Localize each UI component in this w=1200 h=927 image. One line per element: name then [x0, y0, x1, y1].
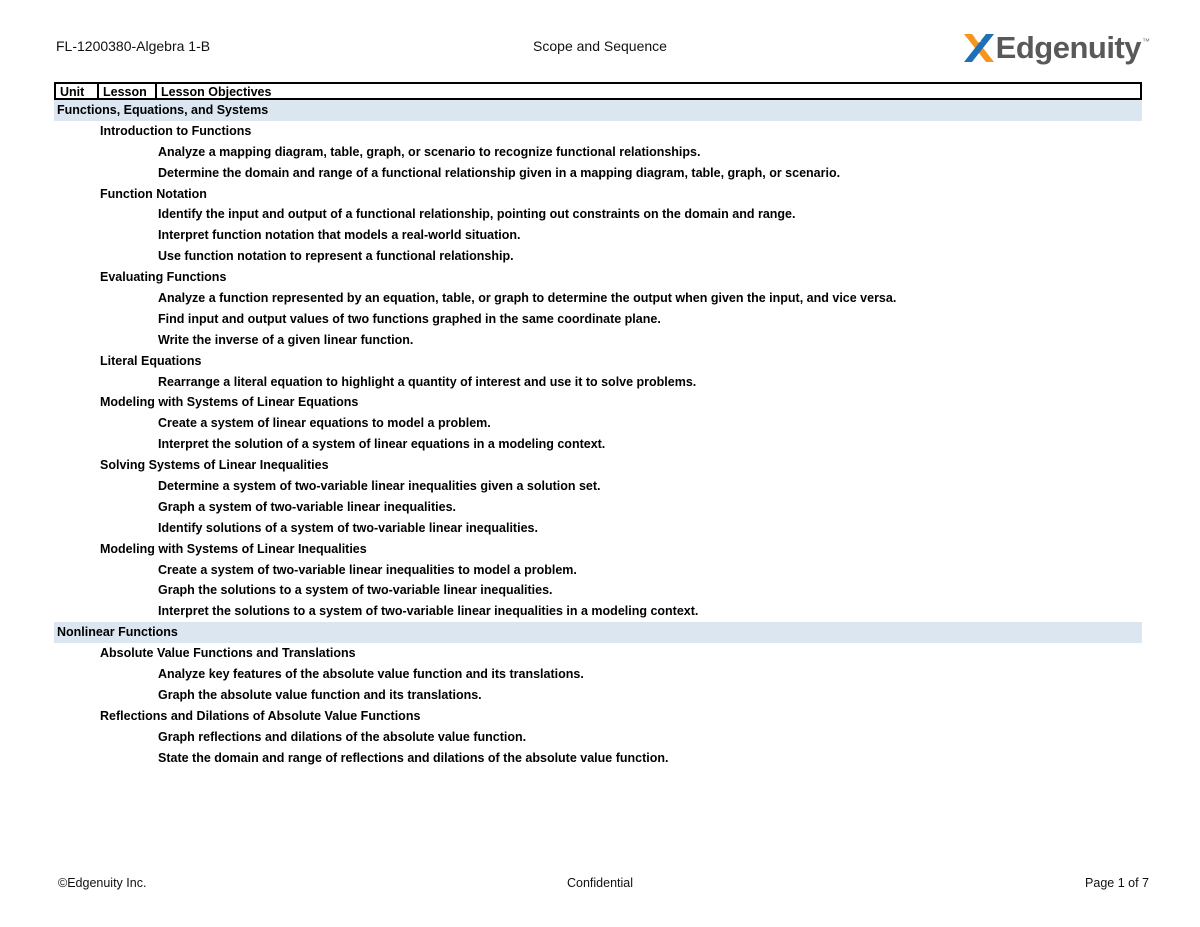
table-body: [54, 100, 1142, 769]
objective-row: State the domain and range of reflections and dilations of the absolute value function.: [158, 750, 669, 765]
scope-sequence-table: [54, 82, 1142, 769]
objective-row: Interpret the solution of a system of linear equations in a modeling context.: [158, 437, 606, 452]
edgenuity-x-icon: [962, 32, 996, 64]
course-code: FL-1200380-Algebra 1-B: [56, 38, 211, 54]
objective-row: Analyze a function represented by an equation, table, or graph to determine the output when given the input, and vice versa.: [158, 291, 897, 306]
column-header-unit: Unit: [56, 84, 99, 98]
lesson-row: Solving Systems of Linear Inequalities: [100, 458, 329, 473]
column-header-lesson: Lesson: [99, 84, 157, 98]
footer-copyright: ©Edgenuity Inc.: [58, 876, 147, 890]
objective-row: Write the inverse of a given linear function.: [158, 332, 414, 347]
document-title: Scope and Sequence: [533, 38, 667, 54]
unit-row: Functions, Equations, and Systems: [54, 100, 1142, 121]
lesson-row: Modeling with Systems of Linear Inequalities: [100, 541, 367, 556]
logo-wordmark: Edgenuity: [995, 30, 1141, 65]
objective-row: Create a system of two-variable linear inequalities to model a problem.: [158, 562, 577, 577]
objective-row: Identify the input and output of a functional relationship, pointing out constraints on the domain and range.: [158, 207, 796, 222]
objective-row: Determine the domain and range of a functional relationship given in a mapping diagram, table, graph, or scenario.: [158, 165, 841, 180]
column-header-objectives: Lesson Objectives: [161, 85, 272, 99]
lesson-row: Modeling with Systems of Linear Equations: [100, 395, 359, 410]
lesson-row: Literal Equations: [100, 353, 202, 368]
trademark-mark: ™: [1142, 37, 1150, 46]
objective-row: Graph a system of two-variable linear inequalities.: [158, 499, 457, 514]
objective-row: Identify solutions of a system of two-variable linear inequalities.: [158, 520, 538, 535]
footer-confidential: Confidential: [566, 876, 633, 890]
lesson-row: Reflections and Dilations of Absolute Value Functions: [100, 708, 421, 723]
edgenuity-logo: [962, 31, 1150, 65]
objective-row: Use function notation to represent a functional relationship.: [158, 249, 514, 264]
objective-row: Analyze a mapping diagram, table, graph, or scenario to recognize functional relationships.: [158, 144, 701, 159]
lesson-row: Function Notation: [100, 186, 207, 201]
unit-row: Nonlinear Functions: [54, 622, 1142, 643]
objective-row: Rearrange a literal equation to highlight a quantity of interest and use it to solve problems.: [158, 374, 697, 389]
objective-row: Create a system of linear equations to model a problem.: [158, 416, 491, 431]
lesson-row: Introduction to Functions: [100, 123, 252, 138]
lesson-row: Absolute Value Functions and Translations: [100, 646, 356, 661]
objective-row: Determine a system of two-variable linear inequalities given a solution set.: [158, 479, 601, 494]
objective-row: Analyze key features of the absolute value function and its translations.: [158, 667, 584, 682]
objective-row: Interpret the solutions to a system of two-variable linear inequalities in a modeling context.: [158, 604, 699, 619]
objective-row: Graph the absolute value function and its translations.: [158, 687, 482, 702]
objective-row: Find input and output values of two functions graphed in the same coordinate plane.: [158, 311, 661, 326]
table-header: [54, 82, 1142, 100]
objective-row: Graph reflections and dilations of the absolute value function.: [158, 729, 527, 744]
footer-page-number: Page 1 of 7: [1085, 876, 1149, 890]
objective-row: Interpret function notation that models a real-world situation.: [158, 228, 521, 243]
lesson-row: Evaluating Functions: [100, 270, 227, 285]
objective-row: Graph the solutions to a system of two-variable linear inequalities.: [158, 583, 553, 598]
